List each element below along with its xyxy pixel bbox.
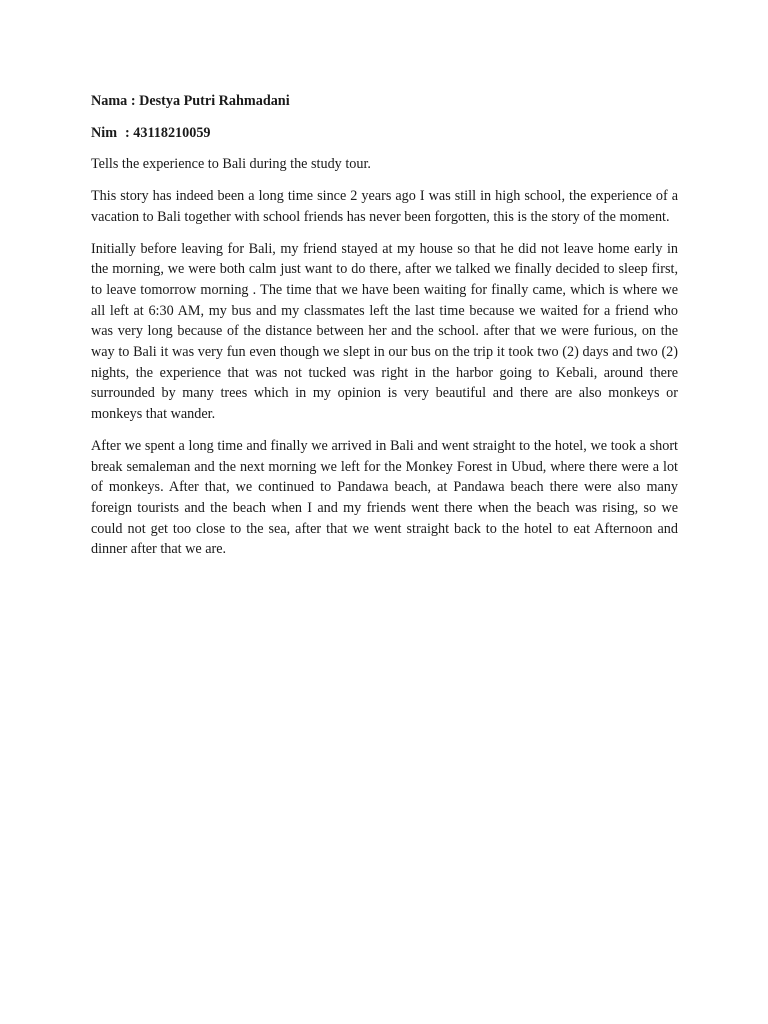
student-id-line (91, 123, 678, 144)
name-value: Destya Putri Rahmadani (139, 93, 290, 109)
nim-label: Nim (91, 124, 118, 141)
student-name-line (91, 91, 678, 112)
document-body (91, 91, 678, 571)
document-title-paragraph: Tells the experience to Bali during the study tour. (91, 156, 371, 173)
paragraph-arrival: After we spent a long time and finally we arrived in Bali and went straight to the hotel, we took a short break semaleman and the next morning we left for the Monkey Forest in Ubud, where there were a lot of monkeys. After that, we continued to Pandawa beach, at Pandawa beach there were also many foreign tourists and the beach when I and my friends went there when the beach was rising, so we could not get too close to the sea, after that we went straight back to the hotel to eat Afternoon and dinner after that we are. (91, 437, 678, 558)
nim-separator: : (125, 124, 134, 141)
paragraph-departure: Initially before leaving for Bali, my friend stayed at my house so that he did not leave home early in the morning, we were both calm just want to do there, after we talked we finally decided to sleep first, to leave tomorrow morning . The time that we have been waiting for finally came, which is where we all left at 6:30 AM, my bus and my classmates left the last time because we waited for a friend who was very long because of the distance between her and the school. after that we were furious, on the way to Bali it was very fun even though we slept in our bus on the trip it took two (2) days and two (2) nights, the experience that was not tucked was right in the harbor going to Kebali, around there surrounded by many trees which in my opinion is very beautiful and there are also monkeys or monkeys that wander. (91, 240, 678, 423)
paragraph-intro: This story has indeed been a long time since 2 years ago I was still in high school, the experience of a vacation to Bali together with school friends has never been forgotten, this is the story of the moment. (91, 188, 678, 225)
nim-value: 43118210059 (133, 124, 211, 141)
name-separator: : (127, 93, 140, 109)
name-label: Nama (91, 93, 128, 109)
